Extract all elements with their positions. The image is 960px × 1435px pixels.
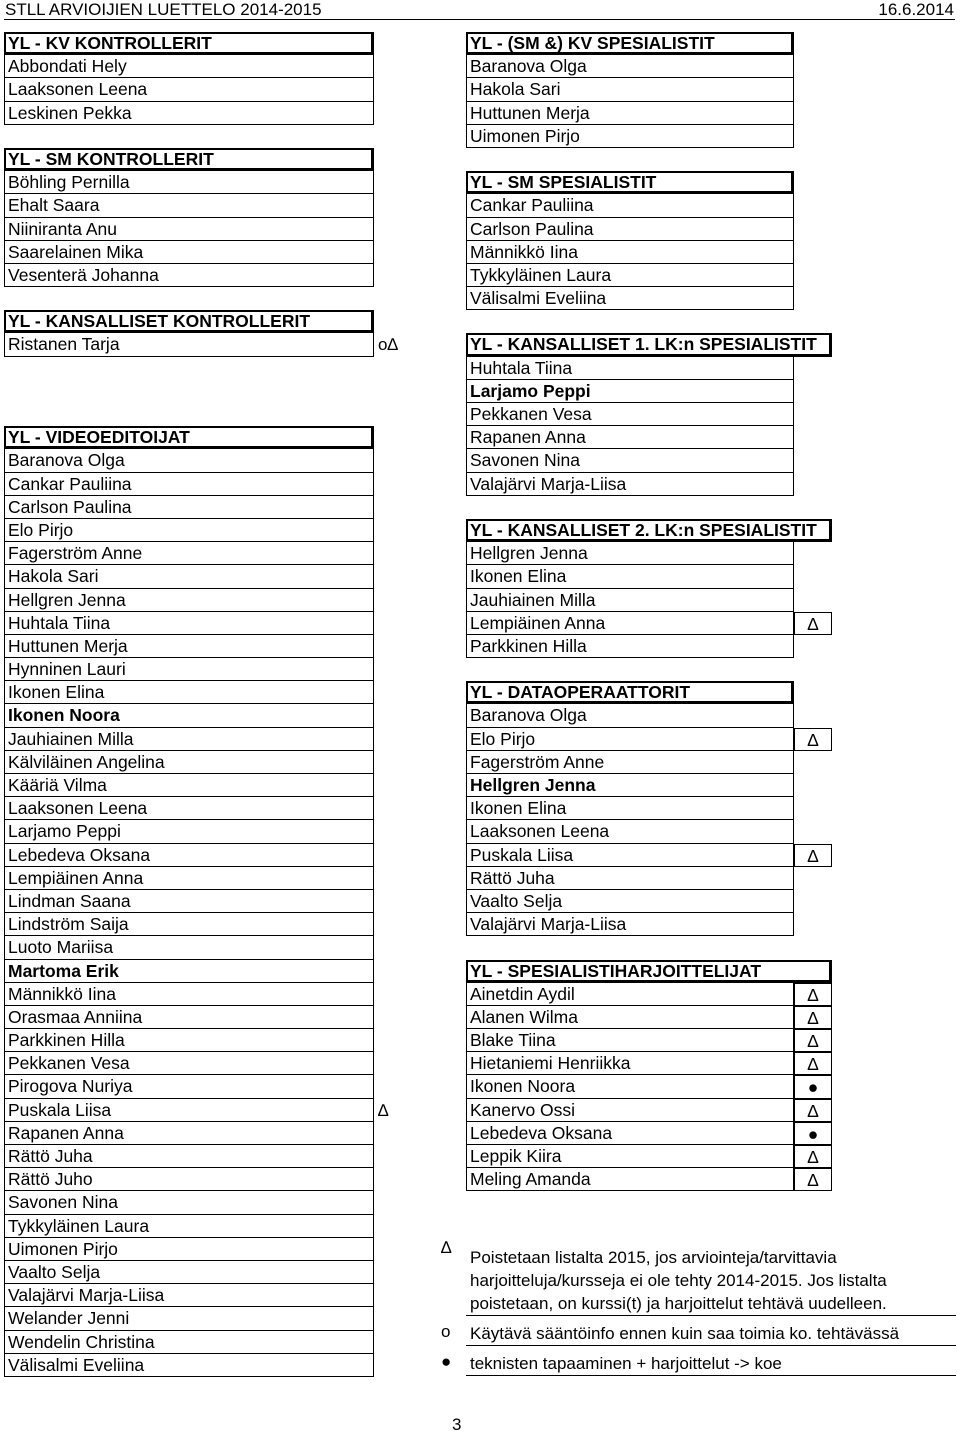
list-item [4,589,374,612]
list-item [4,55,374,78]
list-item [4,704,374,727]
list-item [4,1238,374,1261]
list-item [466,751,832,774]
person-name: Orasmaa Anniina [8,1006,143,1027]
group-heading [466,519,832,542]
list-item [4,867,374,890]
group-heading-text: YL - SPESIALISTIHARJOITTELIJAT [470,960,762,981]
person-name: Männikkö Iina [8,983,116,1004]
person-name: Savonen Nina [470,450,580,471]
right-column [466,32,832,1191]
triangle-icon: ∆ [441,1238,452,1257]
list-item [466,704,832,727]
group-heading-text: YL - SM SPESIALISTIT [470,172,657,193]
list-item [4,1168,374,1191]
person-name: Baranova Olga [470,56,587,77]
group-heading [4,310,374,333]
list-item [466,1099,832,1122]
legend-text-line: Poistetaan listalta 2015, jos arviointeja/tarvittavia [470,1248,837,1267]
list-item [466,218,832,241]
group-heading [466,32,832,55]
person-name: Leskinen Pekka [8,102,132,123]
spacer-row [4,357,374,380]
list-item [4,751,374,774]
document-date: 16.6.2014 [878,0,954,19]
person-name: Niiniranta Anu [8,218,117,239]
list-item [4,820,374,843]
list-item [466,102,832,125]
person-name: Ikonen Elina [470,566,567,587]
person-name: Jauhiainen Milla [8,728,134,749]
person-name: Ehalt Saara [8,195,100,216]
filled-circle-icon: ● [441,1352,452,1371]
list-item [466,867,832,890]
page-number: 3 [452,1415,462,1434]
legend-item [441,1352,956,1376]
person-name: Abbondati Hely [8,56,127,77]
spacer-row [466,148,832,171]
person-name: Ikonen Elina [470,798,567,819]
triangle-icon: ∆ [378,1100,389,1120]
person-name: Parkkinen Hilla [470,635,587,656]
person-name: Cankar Pauliina [470,195,594,216]
person-name: Hakola Sari [470,79,561,100]
group-heading [466,960,832,983]
person-name: Larjamo Peppi [8,821,121,842]
group-heading [4,426,374,449]
list-item [4,1284,374,1307]
person-name: Lebedeva Oksana [8,844,151,865]
triangle-icon: ∆ [794,983,832,1006]
left-column [4,32,398,1377]
list-item [4,844,374,867]
person-name: Puskala Liisa [8,1099,112,1120]
legend [441,1238,956,1376]
spacer-row [4,287,374,310]
group-heading-text: YL - KANSALLISET 1. LK:n SPESIALISTIT [470,334,817,355]
list-item [4,1191,374,1214]
person-name: Huttunen Merja [8,635,128,656]
list-item [4,102,374,125]
person-name: Ikonen Noora [470,1076,576,1097]
person-name: Lebedeva Oksana [470,1122,613,1143]
list-item [466,1122,832,1145]
person-name: Hynninen Lauri [8,659,126,680]
list-item [466,797,832,820]
list-item [466,380,832,403]
person-name: Vesenterä Johanna [8,264,159,285]
triangle-icon: ∆ [794,1029,832,1052]
person-name: Uimonen Pirjo [470,125,580,146]
person-name: Välisalmi Eveliina [470,288,607,309]
filled-circle-icon: ● [794,1075,832,1098]
group-heading-text: YL - VIDEOEDITOIJAT [8,427,190,448]
list-item [466,473,832,496]
group-heading-text: YL - KANSALLISET KONTROLLERIT [8,311,311,332]
person-name: Welander Jenni [8,1308,130,1329]
person-name: Larjamo Peppi [470,380,591,401]
person-name: Männikkö Iina [470,241,578,262]
list-item [4,519,374,542]
group-heading [4,32,374,55]
person-name: Lindman Saana [8,890,131,911]
person-name: Alanen Wilma [470,1006,578,1027]
person-name: Fagerström Anne [470,751,605,772]
spacer-row [466,658,832,681]
list-item [4,171,374,194]
spacer-row [4,403,374,426]
circle-icon: o [441,1322,451,1341]
list-item [4,218,374,241]
list-item [4,1261,374,1284]
list-item [466,403,832,426]
list-item [466,820,832,843]
list-item [4,565,374,588]
person-name: Lempiäinen Anna [470,612,606,633]
list-item [466,542,832,565]
list-item [4,1075,374,1098]
triangle-icon: ∆ [794,844,832,867]
person-name: Elo Pirjo [8,519,74,540]
list-item [466,357,832,380]
list-item [466,1006,832,1029]
triangle-icon: ∆ [794,612,832,635]
list-item [466,635,832,658]
person-name: Valajärvi Marja-Liisa [470,473,627,494]
list-item [4,264,374,287]
legend-item [441,1322,956,1346]
person-name: Pirogova Nuriya [8,1076,133,1097]
group-heading [466,333,832,356]
list-item [4,1029,374,1052]
spacer-row [4,380,374,403]
list-item [466,1145,832,1168]
person-name: Hellgren Jenna [8,589,126,610]
person-name: Huhtala Tiina [470,357,573,378]
list-item [4,1052,374,1075]
triangle-icon: ∆ [794,1006,832,1029]
list-item [466,1168,832,1191]
list-item [4,681,374,704]
list-item [4,983,374,1006]
legend-text-line: poistetaan, on kurssi(t) ja harjoittelut tehtävä uudelleen. [470,1294,887,1313]
list-item [4,194,374,217]
list-item [466,565,832,588]
person-name: Laaksonen Leena [470,821,610,842]
person-name: Leppik Kiira [470,1146,562,1166]
person-name: Wendelin Christina [8,1331,155,1352]
list-item [466,844,832,867]
list-item [4,774,374,797]
list-item [4,1331,374,1354]
person-name: Rättö Juha [8,1146,93,1166]
person-name: Rapanen Anna [470,427,586,448]
person-name: Ristanen Tarja [8,334,120,355]
person-name: Hakola Sari [8,566,99,587]
person-name: Välisalmi Eveliina [8,1354,145,1375]
triangle-icon: o∆ [378,335,398,355]
triangle-icon: ∆ [794,1099,832,1122]
legend-item [441,1238,956,1316]
person-name: Laaksonen Leena [8,798,148,819]
list-item [466,589,832,612]
triangle-icon: ∆ [794,1145,832,1168]
person-name: Hellgren Jenna [470,543,588,564]
list-item [4,612,374,635]
list-item [466,264,832,287]
person-name: Rättö Juho [8,1169,93,1190]
list-item [4,960,374,983]
list-item [4,78,374,101]
person-name: Carlson Paulina [470,218,594,239]
list-item [466,913,832,936]
person-name: Elo Pirjo [470,728,536,749]
triangle-icon: ∆ [794,1052,832,1075]
list-item [4,890,374,913]
person-name: Cankar Pauliina [8,473,132,494]
list-item [466,241,832,264]
list-item [466,78,832,101]
person-name: Vaalto Selja [8,1261,101,1282]
list-item [466,1075,832,1098]
person-name: Böhling Pernilla [8,172,130,193]
person-name: Ainetdin Aydil [470,983,575,1004]
spacer-row [4,125,374,148]
person-name: Valajärvi Marja-Liisa [8,1285,165,1306]
legend-text-line: Käytävä sääntöinfo ennen kuin saa toimia ko. tehtävässä [470,1324,900,1343]
spacer-row [466,310,832,333]
person-name: Baranova Olga [470,705,587,726]
person-name: Valajärvi Marja-Liisa [470,914,627,935]
group-heading-text: YL - SM KONTROLLERIT [8,148,214,169]
spacer-row [466,936,832,959]
person-name: Luoto Mariisa [8,937,114,958]
group-heading-text: YL - DATAOPERAATTORIT [470,682,691,703]
person-name: Kanervo Ossi [470,1099,576,1120]
list-item [466,125,832,148]
list-item [4,449,374,472]
list-item [4,635,374,658]
list-item [4,797,374,820]
person-name: Puskala Liisa [470,844,574,865]
list-item [4,1122,374,1145]
list-item [4,1354,374,1377]
filled-circle-icon: ● [794,1122,832,1145]
group-heading-text: YL - KV KONTROLLERIT [8,33,212,53]
group-heading [4,148,374,171]
triangle-icon: ∆ [794,1168,832,1191]
person-name: Pekkanen Vesa [8,1053,130,1074]
list-item [4,1145,374,1168]
person-name: Fagerström Anne [8,543,143,564]
person-name: Ikonen Noora [8,705,120,726]
list-item [4,913,374,936]
person-name: Pekkanen Vesa [470,404,592,424]
list-item [4,1307,374,1330]
person-name: Martoma Erik [8,960,119,981]
person-name: Lempiäinen Anna [8,867,144,888]
person-name: Jauhiainen Milla [470,589,596,610]
person-name: Carlson Paulina [8,496,132,517]
person-name: Lindström Saija [8,914,129,935]
list-item [4,936,374,959]
person-name: Uimonen Pirjo [8,1238,118,1259]
person-name: Kälviläinen Angelina [8,751,165,772]
person-name: Hietaniemi Henriikka [470,1053,631,1074]
list-item [466,426,832,449]
list-item [466,1029,832,1052]
list-item [466,55,832,78]
person-name: Rapanen Anna [8,1122,124,1143]
legend-text-line: harjoitteluja/kursseja ei ole tehty 2014-2015. Jos listalta [470,1271,887,1290]
person-name: Huhtala Tiina [8,612,111,633]
list-item [466,449,832,472]
list-item [4,728,374,751]
person-name: Ikonen Elina [8,682,105,703]
person-name: Rättö Juha [470,867,555,888]
group-heading-text: YL - (SM &) KV SPESIALISTIT [470,33,715,53]
list-item [4,241,374,264]
group-heading [466,681,832,704]
person-name: Meling Amanda [470,1169,591,1190]
person-name: Hellgren Jenna [470,775,596,795]
list-item [466,983,832,1006]
list-item [4,473,374,496]
person-name: Laaksonen Leena [8,79,148,100]
group-heading-text: YL - KANSALLISET 2. LK:n SPESIALISTIT [470,519,817,540]
list-item [466,194,832,217]
list-item [4,658,374,681]
header-rule [4,19,955,20]
person-name: Huttunen Merja [470,102,590,123]
person-name: Vaalto Selja [470,890,563,911]
list-item [466,890,832,913]
list-item [4,496,374,519]
list-item [466,1052,832,1075]
triangle-icon: ∆ [794,728,832,751]
list-item [4,1006,374,1029]
spacer-row [466,496,832,519]
list-item [4,333,398,356]
person-name: Savonen Nina [8,1192,118,1213]
legend-text-line: teknisten tapaaminen + harjoittelut -> koe [470,1354,782,1373]
list-item [4,1099,389,1122]
list-item [466,774,832,797]
person-name: Parkkinen Hilla [8,1030,125,1051]
group-heading [466,171,832,194]
list-item [466,287,832,310]
list-item [4,542,374,565]
person-name: Kääriä Vilma [8,775,107,795]
list-item [466,728,832,751]
person-name: Saarelainen Mika [8,241,144,262]
person-name: Baranova Olga [8,450,125,471]
person-name: Tykkyläinen Laura [8,1215,150,1236]
document-title: STLL ARVIOIJIEN LUETTELO 2014-2015 [5,0,322,19]
list-item [4,1215,374,1238]
person-name: Tykkyläinen Laura [470,264,612,285]
person-name: Blake Tiina [470,1030,556,1051]
list-item [466,612,832,635]
